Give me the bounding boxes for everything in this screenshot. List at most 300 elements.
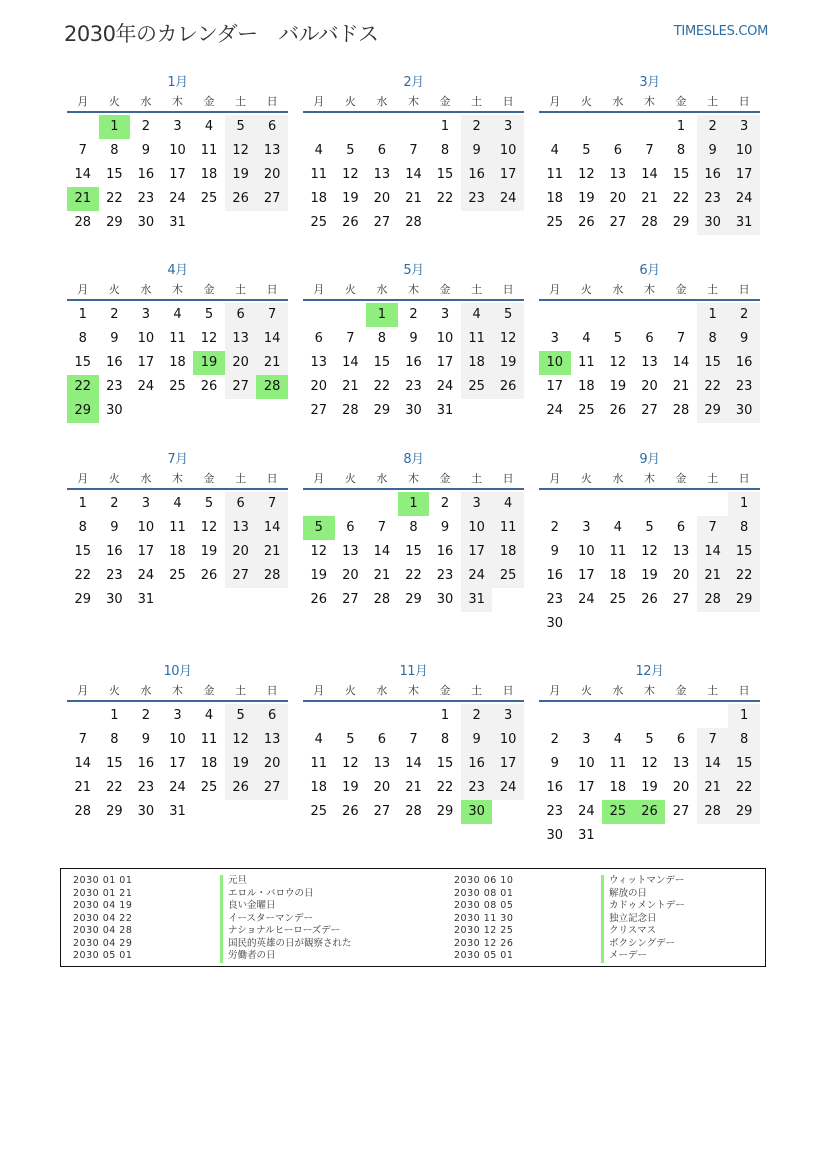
day-cell: 7 — [78, 732, 87, 747]
holiday-date: 2030 08 05 — [454, 900, 514, 911]
day-cell: 25 — [609, 592, 627, 607]
day-cell: 7 — [697, 728, 729, 752]
day-cell: 5 — [204, 307, 214, 322]
holiday-name: 解放の日 — [601, 888, 647, 901]
day-cell: 3 — [492, 704, 524, 728]
day-cell: 19 — [225, 752, 257, 776]
empty-cell — [571, 704, 603, 728]
day-cell: 5 — [613, 331, 623, 346]
weekday-label: 水 — [612, 684, 624, 697]
weekday-label: 木 — [407, 472, 419, 485]
day-cell: 17 — [169, 167, 186, 182]
day-cell: 3 — [582, 732, 591, 747]
day-cell: 1 — [728, 704, 760, 728]
day-cell: 14 — [256, 327, 288, 351]
weekday-label: 水 — [140, 472, 152, 485]
day-cell: 20 — [373, 780, 391, 795]
empty-cell — [67, 704, 99, 728]
day-cell: 24 — [461, 564, 493, 588]
day-cell: 28 — [697, 588, 729, 612]
empty-cell — [665, 303, 697, 327]
brand-logo[interactable]: TIMESLES.COM — [673, 24, 768, 39]
day-cell: 11 — [169, 331, 186, 346]
day-cell: 23 — [137, 191, 155, 206]
day-cell: 29 — [106, 215, 123, 230]
weekday-label: 木 — [643, 95, 655, 108]
day-cell: 13 — [641, 355, 658, 370]
day-cell: 27 — [256, 776, 288, 800]
day-cell: 30 — [697, 211, 729, 235]
day-cell: 14 — [697, 752, 729, 776]
weekday-label: 火 — [108, 472, 120, 485]
empty-cell — [665, 492, 697, 516]
day-cell: 20 — [609, 191, 627, 206]
day-cell: 24 — [492, 776, 524, 800]
weekday-label: 水 — [612, 283, 624, 296]
day-cell: 15 — [74, 355, 92, 370]
day-cell: 13 — [225, 327, 257, 351]
day-cell: 16 — [436, 544, 454, 559]
day-cell: 20 — [256, 163, 288, 187]
weekday-label: 金 — [675, 472, 687, 485]
day-cell: 24 — [546, 403, 564, 418]
weekday-header — [539, 93, 760, 113]
day-cell: 17 — [492, 752, 524, 776]
day-cell: 12 — [342, 167, 359, 182]
day-cell: 7 — [256, 303, 288, 327]
holiday-day-cell: 19 — [193, 351, 225, 375]
weekday-header — [303, 470, 524, 490]
holiday-list-left — [61, 875, 352, 963]
day-cell: 27 — [609, 215, 627, 230]
day-cell: 10 — [578, 756, 595, 771]
empty-cell — [303, 303, 335, 327]
day-cell: 11 — [546, 167, 564, 182]
weekday-header — [67, 281, 288, 301]
month-name: 5月 — [403, 263, 424, 278]
day-cell: 27 — [373, 804, 391, 819]
day-cell: 24 — [728, 187, 760, 211]
day-cell: 19 — [342, 191, 359, 206]
weekday-label: 月 — [77, 283, 89, 296]
day-cell: 18 — [169, 544, 186, 559]
day-cell: 21 — [697, 564, 729, 588]
weekday-label: 水 — [376, 472, 388, 485]
holiday-day-cell: 25 — [602, 800, 634, 824]
month-name: 7月 — [167, 452, 188, 467]
holiday-row — [442, 888, 685, 901]
weekday-label: 金 — [675, 283, 687, 296]
day-cell: 26 — [641, 592, 658, 607]
day-cell: 22 — [728, 776, 760, 800]
day-cell: 18 — [492, 540, 524, 564]
day-cell: 27 — [225, 375, 257, 399]
day-cell: 12 — [225, 139, 257, 163]
day-cell: 4 — [173, 496, 182, 511]
day-cell: 11 — [461, 327, 493, 351]
month-12 — [539, 662, 760, 848]
day-cell: 11 — [169, 520, 186, 535]
empty-cell — [697, 492, 729, 516]
day-cell: 30 — [106, 592, 123, 607]
month-7 — [67, 450, 288, 612]
holiday-row — [442, 913, 685, 926]
month-name: 9月 — [639, 452, 660, 467]
weekday-label: 土 — [235, 95, 247, 108]
month-name: 2月 — [403, 75, 424, 90]
weekday-label: 水 — [612, 95, 624, 108]
day-cell: 6 — [256, 704, 288, 728]
day-cell: 3 — [173, 119, 182, 134]
day-cell: 9 — [141, 143, 151, 158]
day-cell: 7 — [697, 516, 729, 540]
day-cell: 28 — [641, 215, 658, 230]
day-grid — [67, 704, 288, 824]
day-cell: 19 — [578, 191, 595, 206]
holiday-row — [61, 950, 352, 963]
weekday-label: 土 — [471, 684, 483, 697]
weekday-label: 木 — [643, 684, 655, 697]
empty-cell — [539, 115, 571, 139]
day-cell: 21 — [74, 780, 92, 795]
day-cell: 13 — [310, 355, 328, 370]
day-cell: 5 — [204, 496, 214, 511]
day-cell: 14 — [342, 355, 359, 370]
day-cell: 28 — [74, 804, 92, 819]
day-cell: 24 — [492, 187, 524, 211]
day-cell: 18 — [200, 756, 218, 771]
day-cell: 8 — [110, 143, 119, 158]
weekday-label: 金 — [203, 684, 215, 697]
empty-cell — [697, 704, 729, 728]
day-cell: 10 — [492, 139, 524, 163]
day-cell: 30 — [546, 828, 564, 843]
weekday-label: 火 — [344, 283, 356, 296]
day-cell: 15 — [436, 756, 454, 771]
day-cell: 14 — [74, 167, 92, 182]
day-cell: 3 — [173, 708, 182, 723]
empty-cell — [634, 303, 666, 327]
month-8 — [303, 450, 524, 612]
day-cell: 8 — [440, 143, 450, 158]
day-cell: 18 — [200, 167, 218, 182]
day-cell: 16 — [546, 780, 564, 795]
weekday-label: 月 — [549, 472, 561, 485]
holiday-name: イースターマンデー — [220, 913, 313, 926]
day-cell: 14 — [641, 167, 658, 182]
weekday-header — [539, 470, 760, 490]
day-cell: 10 — [492, 728, 524, 752]
day-cell: 22 — [405, 568, 422, 583]
day-cell: 6 — [225, 303, 257, 327]
weekday-header — [67, 470, 288, 490]
day-cell: 7 — [409, 732, 418, 747]
day-cell: 10 — [728, 139, 760, 163]
day-cell: 17 — [137, 355, 155, 370]
weekday-label: 水 — [612, 472, 624, 485]
day-cell: 17 — [169, 756, 186, 771]
day-cell: 3 — [550, 331, 559, 346]
weekday-label: 日 — [738, 684, 750, 697]
weekday-label: 金 — [203, 283, 215, 296]
day-cell: 7 — [256, 492, 288, 516]
day-cell: 8 — [697, 327, 729, 351]
day-cell: 31 — [578, 828, 595, 843]
day-cell: 29 — [728, 588, 760, 612]
day-cell: 8 — [78, 331, 87, 346]
weekday-header — [539, 281, 760, 301]
day-cell: 24 — [578, 592, 595, 607]
day-cell: 17 — [436, 355, 454, 370]
holiday-date: 2030 04 29 — [73, 937, 133, 949]
day-cell: 5 — [582, 143, 591, 158]
day-cell: 22 — [74, 568, 92, 583]
weekday-label: 日 — [502, 95, 514, 108]
day-cell: 31 — [169, 215, 186, 230]
day-cell: 1 — [440, 708, 450, 723]
day-cell: 14 — [697, 540, 729, 564]
day-cell: 30 — [106, 403, 123, 418]
weekday-label: 火 — [108, 283, 120, 296]
day-cell: 2 — [110, 307, 119, 322]
weekday-label: 日 — [502, 684, 514, 697]
day-cell: 27 — [641, 403, 658, 418]
weekday-header — [67, 682, 288, 702]
weekday-label: 日 — [738, 472, 750, 485]
day-cell: 8 — [377, 331, 387, 346]
empty-cell — [665, 704, 697, 728]
day-cell: 5 — [645, 732, 654, 747]
day-cell: 22 — [697, 375, 729, 399]
weekday-label: 土 — [707, 684, 719, 697]
month-4 — [67, 261, 288, 423]
holiday-name: クリスマス — [601, 925, 656, 938]
day-cell: 24 — [137, 379, 155, 394]
day-cell: 4 — [550, 143, 559, 158]
day-cell: 12 — [609, 355, 627, 370]
day-cell: 17 — [578, 568, 595, 583]
day-cell: 26 — [225, 187, 257, 211]
day-cell: 6 — [256, 115, 288, 139]
weekday-label: 火 — [108, 95, 120, 108]
day-cell: 27 — [373, 215, 391, 230]
weekday-label: 月 — [313, 472, 325, 485]
day-cell: 18 — [578, 379, 595, 394]
day-cell: 12 — [200, 331, 218, 346]
day-cell: 23 — [461, 187, 493, 211]
day-cell: 31 — [169, 804, 186, 819]
day-cell: 6 — [613, 143, 623, 158]
weekday-label: 月 — [313, 283, 325, 296]
day-cell: 21 — [641, 191, 658, 206]
day-cell: 22 — [373, 379, 391, 394]
holiday-date: 2030 04 22 — [73, 912, 133, 924]
day-grid — [67, 303, 288, 423]
day-cell: 4 — [492, 492, 524, 516]
day-cell: 21 — [405, 191, 422, 206]
day-cell: 27 — [672, 804, 690, 819]
holiday-date: 2030 05 01 — [454, 950, 514, 961]
day-cell: 25 — [200, 780, 218, 795]
day-cell: 6 — [346, 520, 355, 535]
day-cell: 3 — [141, 307, 151, 322]
day-cell: 28 — [697, 800, 729, 824]
day-cell: 16 — [546, 568, 564, 583]
day-cell: 20 — [310, 379, 328, 394]
day-cell: 13 — [256, 728, 288, 752]
day-cell: 19 — [200, 544, 218, 559]
day-cell: 29 — [436, 804, 454, 819]
day-cell: 19 — [225, 163, 257, 187]
day-cell: 4 — [173, 307, 182, 322]
weekday-label: 日 — [266, 684, 278, 697]
day-cell: 20 — [342, 568, 359, 583]
day-grid — [303, 704, 524, 824]
holiday-date: 2030 04 28 — [73, 925, 133, 936]
weekday-label: 火 — [580, 684, 592, 697]
day-cell: 11 — [578, 355, 595, 370]
weekday-label: 日 — [502, 283, 514, 296]
day-cell: 15 — [74, 544, 92, 559]
day-grid — [303, 492, 524, 612]
empty-cell — [571, 115, 603, 139]
day-cell: 30 — [728, 399, 760, 423]
empty-cell — [571, 303, 603, 327]
day-cell: 16 — [137, 167, 155, 182]
day-cell: 6 — [676, 520, 686, 535]
day-cell: 23 — [436, 568, 454, 583]
day-cell: 2 — [697, 115, 729, 139]
day-cell: 31 — [461, 588, 493, 612]
day-cell: 11 — [200, 732, 218, 747]
day-cell: 3 — [582, 520, 591, 535]
day-cell: 22 — [672, 191, 690, 206]
holiday-row — [61, 888, 352, 901]
weekday-label: 水 — [376, 283, 388, 296]
day-cell: 23 — [461, 776, 493, 800]
holiday-date: 2030 12 26 — [454, 937, 514, 949]
day-cell: 12 — [578, 167, 595, 182]
day-cell: 14 — [672, 355, 690, 370]
day-cell: 17 — [728, 163, 760, 187]
day-cell: 27 — [310, 403, 328, 418]
day-cell: 6 — [314, 331, 323, 346]
day-cell: 8 — [440, 732, 450, 747]
day-cell: 26 — [200, 379, 218, 394]
day-cell: 21 — [342, 379, 359, 394]
day-cell: 7 — [676, 331, 686, 346]
day-cell: 23 — [106, 568, 123, 583]
holiday-row — [442, 900, 685, 913]
day-cell: 20 — [256, 752, 288, 776]
day-cell: 29 — [697, 399, 729, 423]
day-cell: 10 — [169, 732, 186, 747]
empty-cell — [634, 115, 666, 139]
weekday-label: 木 — [171, 95, 183, 108]
weekday-label: 土 — [471, 283, 483, 296]
day-cell: 15 — [106, 756, 123, 771]
day-cell: 5 — [225, 704, 257, 728]
empty-cell — [602, 492, 634, 516]
day-cell: 16 — [106, 355, 123, 370]
weekday-label: 木 — [643, 283, 655, 296]
weekday-label: 水 — [140, 95, 152, 108]
holiday-day-cell: 10 — [539, 351, 571, 375]
day-cell: 4 — [613, 520, 623, 535]
day-cell: 8 — [676, 143, 686, 158]
holiday-day-cell: 30 — [461, 800, 493, 824]
holiday-name: エロル・バロウの日 — [220, 888, 314, 901]
day-cell: 26 — [609, 403, 627, 418]
day-cell: 19 — [641, 780, 658, 795]
day-cell: 13 — [672, 544, 690, 559]
empty-cell — [335, 115, 367, 139]
weekday-label: 土 — [235, 283, 247, 296]
holiday-day-cell: 26 — [634, 800, 666, 824]
day-cell: 1 — [440, 119, 450, 134]
weekday-label: 土 — [471, 472, 483, 485]
day-cell: 8 — [409, 520, 418, 535]
day-cell: 8 — [728, 516, 760, 540]
weekday-header — [67, 93, 288, 113]
day-cell: 2 — [550, 732, 559, 747]
weekday-header — [303, 281, 524, 301]
month-name: 12月 — [635, 664, 664, 679]
day-cell: 4 — [204, 119, 214, 134]
empty-cell — [303, 115, 335, 139]
empty-cell — [634, 704, 666, 728]
weekday-label: 火 — [344, 472, 356, 485]
page-title: 2030年のカレンダー バルバドス — [64, 22, 379, 46]
day-cell: 26 — [225, 776, 257, 800]
empty-cell — [303, 492, 335, 516]
day-cell: 25 — [200, 191, 218, 206]
weekday-label: 木 — [171, 283, 183, 296]
day-cell: 24 — [137, 568, 155, 583]
day-cell: 11 — [492, 516, 524, 540]
day-cell: 10 — [436, 331, 454, 346]
holiday-row — [442, 925, 685, 938]
weekday-label: 土 — [235, 684, 247, 697]
empty-cell — [398, 704, 430, 728]
day-cell: 26 — [200, 568, 218, 583]
day-cell: 16 — [728, 351, 760, 375]
month-1 — [67, 73, 288, 235]
day-cell: 15 — [106, 167, 123, 182]
day-cell: 15 — [728, 752, 760, 776]
day-cell: 10 — [169, 143, 186, 158]
day-cell: 2 — [141, 119, 151, 134]
weekday-label: 月 — [549, 95, 561, 108]
day-cell: 9 — [409, 331, 418, 346]
day-cell: 1 — [78, 307, 87, 322]
day-cell: 16 — [461, 163, 493, 187]
day-cell: 28 — [672, 403, 690, 418]
day-cell: 10 — [137, 520, 155, 535]
day-cell: 11 — [310, 756, 328, 771]
day-cell: 25 — [310, 215, 328, 230]
empty-cell — [602, 115, 634, 139]
day-grid — [539, 303, 760, 423]
day-cell: 9 — [461, 728, 493, 752]
day-cell: 20 — [672, 568, 690, 583]
weekday-label: 水 — [376, 684, 388, 697]
holiday-name: ボクシングデー — [601, 938, 675, 951]
day-cell: 29 — [728, 800, 760, 824]
day-cell: 30 — [436, 592, 454, 607]
day-cell: 30 — [137, 804, 155, 819]
weekday-label: 水 — [140, 684, 152, 697]
